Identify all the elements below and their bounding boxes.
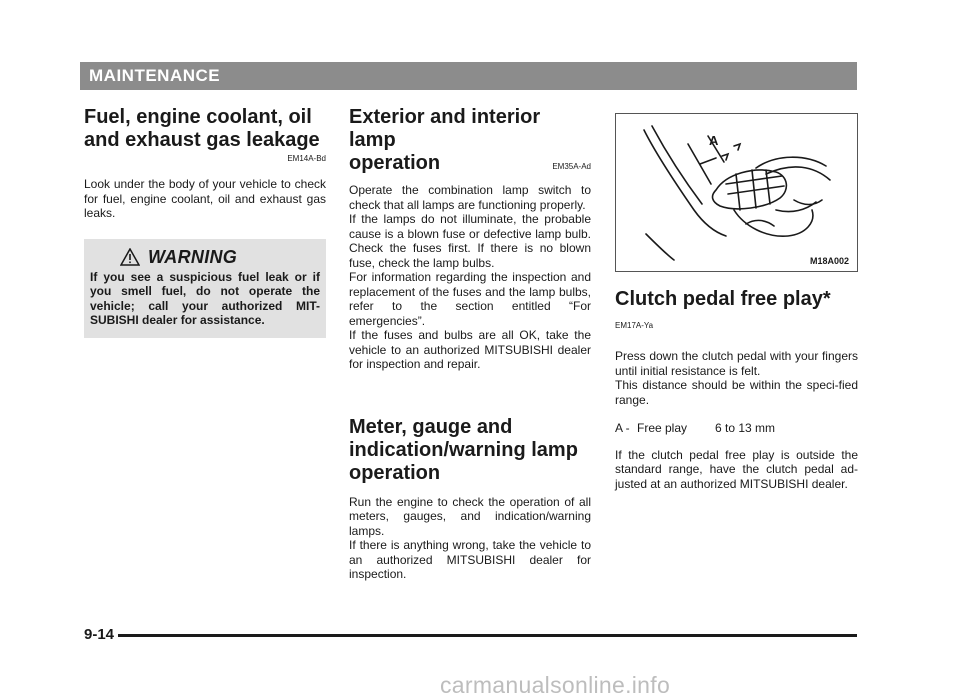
spec-value: 6 to 13 mm: [715, 421, 776, 435]
meter-heading: Meter, gauge and indication/warning lamp operation: [349, 415, 578, 484]
clutch-heading-text: Clutch pedal free play: [615, 288, 823, 310]
lamp-paragraph: Operate the combination lamp switch to check that all lamps are functioning properly.: [349, 183, 591, 212]
clutch-code: EM17A-Ya: [615, 321, 654, 330]
lamp-paragraph: For information regarding the inspection and replacement of the fuses and the lamp bulbs, refer to the section entitled “For emergencies”.: [349, 270, 591, 328]
lamp-paragraph: If the lamps do not illuminate, the probable cause is a blown fuse or defective lamp bulb. Check the fuses first. If there is no blown fuse, check the lamp bulbs.: [349, 212, 591, 270]
clutch-body: [615, 349, 858, 407]
section-title: MAINTENANCE: [89, 66, 221, 85]
warning-title: WARNING: [148, 246, 238, 267]
column-lamps: [349, 106, 591, 582]
clutch-pedal-illustration: [616, 114, 857, 271]
fuel-leak-heading: Fuel, engine coolant, oil and exhaust gas leakage: [84, 106, 320, 151]
clutch-paragraph: Press down the clutch pedal with your fingers until initial resistance is felt.: [615, 349, 858, 378]
warning-text: If you see a suspicious fuel leak or if you smell fuel, do not operate the vehicle; call your authorized MIT-SUBISHI dealer for assistance.: [90, 269, 320, 327]
lamp-heading-line2: operation: [349, 152, 441, 174]
clutch-heading: [615, 288, 858, 337]
clutch-after-paragraph: If the clutch pedal free play is outside the standard range, have the clutch pedal ad-justed at an authorized MITSUBISHI dealer.: [615, 447, 858, 491]
clutch-paragraph: This distance should be within the speci-fied range.: [615, 378, 858, 407]
lamp-paragraph: If the fuses and bulbs are all OK, take the vehicle to an authorized MITSUBISHI dealer for inspection and repair.: [349, 328, 591, 371]
column-clutch: [615, 106, 858, 491]
clutch-figure: [615, 113, 858, 272]
free-play-spec: [615, 421, 858, 436]
lamp-code: EM35A-Ad: [552, 162, 591, 171]
fuel-leak-code: EM14A-Bd: [287, 154, 326, 163]
meter-paragraph: Run the engine to check the operation of all meters, gauges, and indication/warning lamps.: [349, 494, 591, 538]
lamp-heading-line1: Exterior and interior lamp: [349, 106, 541, 151]
column-fuel-leakage: [84, 106, 326, 338]
meter-body: [349, 495, 591, 582]
spec-name: Free play: [637, 421, 688, 435]
warning-box: [84, 239, 326, 338]
figure-label: M18A002: [809, 256, 849, 266]
watermark: carmanualsonline.info: [440, 672, 671, 698]
footer-rule: [118, 634, 857, 637]
lamp-body: [349, 183, 591, 372]
warning-header: [120, 247, 320, 268]
clutch-heading-star: *: [822, 288, 831, 310]
meter-paragraph: If there is anything wrong, take the vehicle to an authorized MITSUBISHI dealer for inspection.: [349, 538, 591, 581]
spec-key: A -: [615, 421, 630, 435]
lamp-heading-row: [349, 152, 591, 175]
figure-marker: A: [709, 133, 719, 148]
section-header: [80, 62, 857, 90]
page-number: 9-14: [84, 626, 115, 643]
warning-triangle-icon: [120, 248, 140, 266]
fuel-leak-body: Look under the body of your vehicle to check for fuel, engine coolant, oil and exhaust gas leaks.: [84, 177, 326, 220]
